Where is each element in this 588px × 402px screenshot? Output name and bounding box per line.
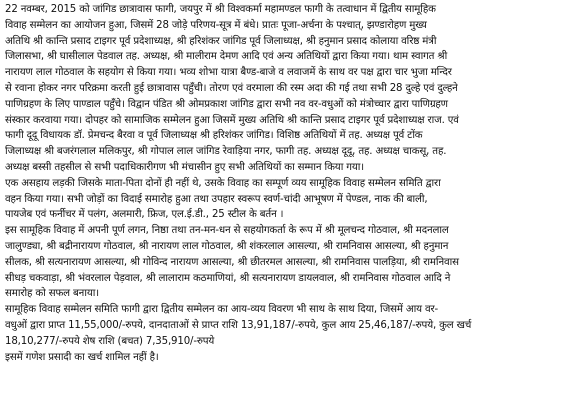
text-line: सीलक, श्री सत्यनारायण आसल्या, श्री गोविन्द नारायण आसल्या, श्री छीतरमल आसल्या, श्री रामनिवास पालड़िया, श्री रामनिवास <box>5 256 459 268</box>
text-line: सीधड़ चकवाड़ा, श्री भंवरलाल पेड़वाल, श्री लालाराम कठमाणियां, श्री सत्यनारायण डायलवाल, श्री रामनिवास गोठवाल आदि ने <box>5 272 451 284</box>
text-line: विवाह सम्मेलन का आयोजन हुआ, जिसमें 28 जोड़े परिणय-सूत्र में बंधे। प्रातः पूजा-अर्चना के पश्चात्, झण्डारोहण मुख्य <box>5 19 427 31</box>
text-line: जिलासभा, श्री घासीलाल पेडवाल तह. अध्यक्ष, श्री मालीराम देमण आदि एवं अन्य अतिथियों द्वारा किया गया। थाम स्वागत श्री <box>5 51 448 63</box>
text-line: नारायण लाल गोठवाल के सहयोग से किया गया। भव्य शोभा यात्रा बैण्ड-बाजे व लवाजमें के साथ वर पक्ष द्वारा चार भुजा मन्दिर <box>5 67 452 79</box>
text-line: अतिथि श्री कान्ति प्रसाद टाइगर पूर्व प्रदेशाध्यक्ष, श्री हरिशंकर जांगिड पूर्व जिलाध्यक्ष, श्री हनुमान प्रसाद कोलाया वरिष्ठ मंत्री <box>5 35 437 47</box>
text-line: से रवाना होकर नगर परिक्रमा करती हुई छात्रावास पहुँची। तोरण एवं वरमाला की रस्म अदा की गई तथा सभी 28 दुल्हे एवं दुल्हने <box>5 82 458 94</box>
text-line: वहन किया गया। सभी जोड़ों का विदाई समारोह हुआ तथा उपहार स्वरूप स्वर्ण-चांदी आभूषण में पेण्डल, नाक की बाली, <box>5 193 428 205</box>
text-line: पायजेब एवं फर्नीचर में पलंग, अलमारी, फ्रिज, एल.ई.डी., 25 स्टील के बर्तन । <box>5 209 284 221</box>
text-line: संस्कार करवाया गया। दोपहर को सामाजिक सम्मेलन हुआ जिसमें मुख्य अतिथि श्री कान्ति प्रसाद टाइगर पूर्व प्रदेशाध्यक्ष राज. एवं <box>5 114 459 126</box>
text-line: पाणिग्रहण के लिए पाण्डाल पहुँचे। विद्वान पंडित श्री ओमप्रकाश जांगिड द्वारा सभी नव वर-वधुओं को मंत्रोच्चार द्वारा पाणिग्रहण <box>5 98 448 110</box>
text-line: इसमें गणेश प्रसादी का खर्च शामिल नहीं है। <box>5 351 159 363</box>
article-paragraph <box>5 2 585 176</box>
news-article <box>5 2 585 400</box>
article-paragraph <box>5 223 585 302</box>
text-line: सामूहिक विवाह सम्मेलन समिति फागी द्वारा द्वितीय सम्मेलन का आय-व्यय विवरण भी साथ के साथ दिया, जिसमें आय वर- <box>5 304 439 316</box>
text-line: वधुओं द्वारा प्राप्त 11,55,000/-रुपये, दानदाताओं से प्राप्त राशि 13,91,187/-रुपये, कुल आय 25,46,187/-रुपये, कुल खर्च <box>5 319 472 331</box>
text-line: इस सामूहिक विवाह में अपनी पूर्ण लगन, निष्ठा तथा तन-मन-धन से सहयोगकर्ता के रूप में श्री मूलचन्द गोठवाल, श्री मदनलाल <box>5 225 449 237</box>
text-line: जालुण्ड्या, श्री बद्रीनारायण गोठवाल, श्री नारायण लाल गोठवाल, श्री शंकरलाल आसल्या, श्री रामनिवास आसल्या, श्री हनुमान <box>5 240 449 252</box>
text-line: समारोह को सफल बनाया। <box>5 288 99 300</box>
text-line: जिलाध्यक्ष श्री बजरंगलाल मलिकपुर, श्री गोपाल लाल जांगिड रेवाड़िया नगर, फागी तह. अध्यक्ष दूदू, तह. अध्यक्ष चाकसू, तह. <box>5 146 447 158</box>
text-line: एक असहाय लड़की जिसके माता-पिता दोनों ही नहीं थे, उसके विवाह का सम्पूर्ण व्यय सामूहिक विवाह सम्मेलन समिति द्वारा <box>5 177 441 189</box>
text-line: 18,10,277/-रुपये शेष राशि (बचत) 7,35,910/-रुपये <box>5 335 215 347</box>
article-paragraph <box>5 302 585 365</box>
article-paragraph <box>5 176 585 223</box>
text-line: अध्यक्ष बस्सी तहसील से सभी पदाधिकारीगण भी मंचासीन हुए सभी अतिथियों का सम्मान किया गया। <box>5 161 364 173</box>
text-line: 22 नवम्बर, 2015 को जांगिड छात्रावास फागी, जयपुर में श्री विश्वकर्मा महामण्डल फागी के तत्वाधान में द्वितीय सामूहिक <box>5 4 436 15</box>
text-line: फागी दूदू विधायक डॉ. प्रेमचन्द बैरवा व पूर्व जिलाध्यक्ष श्री हरिशंकर जांगिड। विशिष्ठ अतिथियों में तह. अध्यक्ष पूर्व टोंक <box>5 130 423 142</box>
